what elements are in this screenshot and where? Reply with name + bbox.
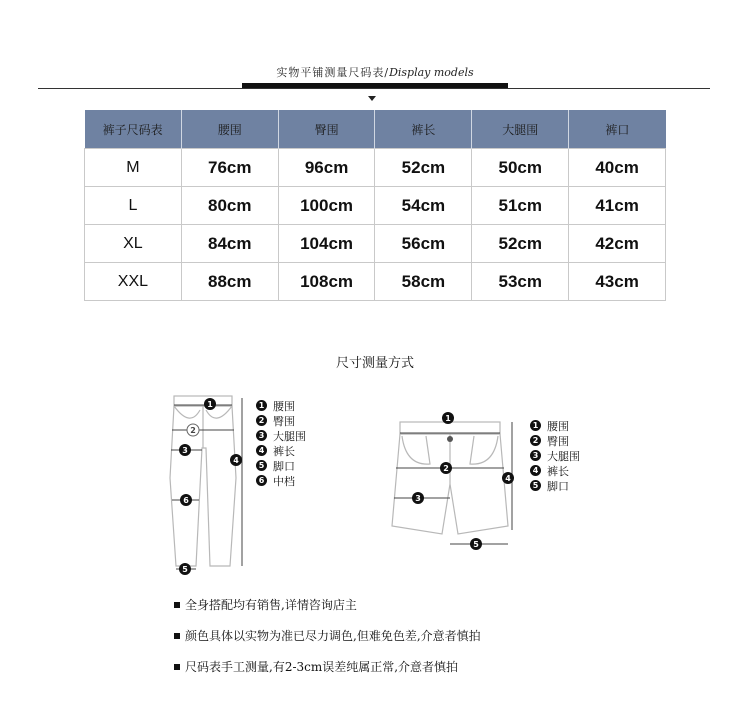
header-cell: 裤子尺码表 [85,110,182,149]
table-cell: 100cm [278,187,375,225]
header-title-cn: 实物平铺测量尺码表/ [276,66,390,79]
legend-number: 6 [256,475,267,486]
legend-label: 臀围 [547,434,569,448]
size-label-cell: M [85,149,182,187]
table-cell: 108cm [278,263,375,301]
pants-legend [256,398,306,488]
legend-number: 4 [530,465,541,476]
table-row [85,263,666,301]
header-cell: 裤口 [569,110,666,149]
legend-label: 大腿围 [273,429,306,443]
header-accent-bar [242,83,508,88]
marker-label: 3 [182,446,188,455]
notes-list [174,596,481,689]
marker-label: 2 [190,426,196,435]
header-cell: 臀围 [278,110,375,149]
note-text: 全身搭配均有销售,详情咨询店主 [185,598,357,612]
size-label-cell: L [85,187,182,225]
legend-item [530,418,580,433]
table-cell: 52cm [375,149,472,187]
table-cell: 88cm [181,263,278,301]
size-label-cell: XL [85,225,182,263]
legend-label: 裤长 [273,444,295,458]
marker-label: 4 [505,474,511,483]
table-cell: 84cm [181,225,278,263]
legend-number: 2 [530,435,541,446]
shorts-legend [530,418,580,493]
legend-item [530,448,580,463]
shorts-waistband [400,422,500,434]
legend-label: 脚口 [273,459,295,473]
table-cell: 41cm [569,187,666,225]
legend-number: 3 [256,430,267,441]
marker-label: 4 [233,456,239,465]
pants-pocket-left [174,406,200,418]
table-cell: 104cm [278,225,375,263]
shorts-measurement-diagram [384,408,524,550]
note-item [174,596,481,613]
marker-label: 5 [473,540,479,549]
size-label-cell: XXL [85,263,182,301]
legend-number: 3 [530,450,541,461]
table-cell: 42cm [569,225,666,263]
shorts-pocket-left [402,436,430,464]
bullet-square-icon [174,602,180,608]
table-cell: 43cm [569,263,666,301]
legend-number: 4 [256,445,267,456]
legend-item [256,413,306,428]
legend-label: 中档 [273,474,295,488]
legend-item [256,458,306,473]
header-cell: 大腿围 [472,110,569,149]
marker-label: 5 [182,565,188,574]
table-cell: 58cm [375,263,472,301]
shorts-pocket-right [470,436,498,464]
pants-measurement-diagram [160,388,260,580]
legend-number: 5 [530,480,541,491]
note-text: 尺码表手工测量,有2-3cm误差纯属正常,介意者慎拍 [185,660,459,674]
table-row [85,187,666,225]
table-cell: 52cm [472,225,569,263]
table-cell: 76cm [181,149,278,187]
legend-item [530,433,580,448]
header-cell: 腰围 [181,110,278,149]
legend-label: 大腿围 [547,449,580,463]
legend-number: 1 [256,400,267,411]
header-cell: 裤长 [375,110,472,149]
legend-label: 腰围 [547,419,569,433]
table-cell: 50cm [472,149,569,187]
legend-number: 5 [256,460,267,471]
bullet-square-icon [174,633,180,639]
legend-label: 裤长 [547,464,569,478]
legend-item [256,443,306,458]
marker-label: 1 [445,414,451,423]
table-cell: 80cm [181,187,278,225]
size-chart-header-row [85,110,666,149]
marker-label: 1 [207,400,213,409]
legend-item [530,463,580,478]
legend-number: 2 [256,415,267,426]
table-cell: 56cm [375,225,472,263]
header-title-en: Display models [389,66,474,79]
legend-label: 臀围 [273,414,295,428]
marker-label: 6 [183,496,189,505]
measure-section-title: 尺寸测量方式 [335,356,414,371]
legend-item [530,478,580,493]
legend-label: 脚口 [547,479,569,493]
legend-item [256,398,306,413]
table-row [85,149,666,187]
table-cell: 54cm [375,187,472,225]
legend-label: 腰围 [273,399,295,413]
note-item [174,658,481,675]
caret-down-icon [368,96,376,101]
legend-item [256,473,306,488]
page-header-title [0,64,750,80]
size-chart-table [84,110,666,301]
legend-number: 1 [530,420,541,431]
shorts-button [447,436,453,442]
marker-label: 2 [443,464,449,473]
marker-label: 3 [415,494,421,503]
bullet-square-icon [174,664,180,670]
table-cell: 40cm [569,149,666,187]
legend-item [256,428,306,443]
note-text: 颜色具体以实物为准已尽力调色,但难免色差,介意者慎拍 [185,629,481,643]
note-item [174,627,481,644]
table-cell: 51cm [472,187,569,225]
table-cell: 53cm [472,263,569,301]
header-divider-line [38,88,710,89]
table-cell: 96cm [278,149,375,187]
table-row [85,225,666,263]
